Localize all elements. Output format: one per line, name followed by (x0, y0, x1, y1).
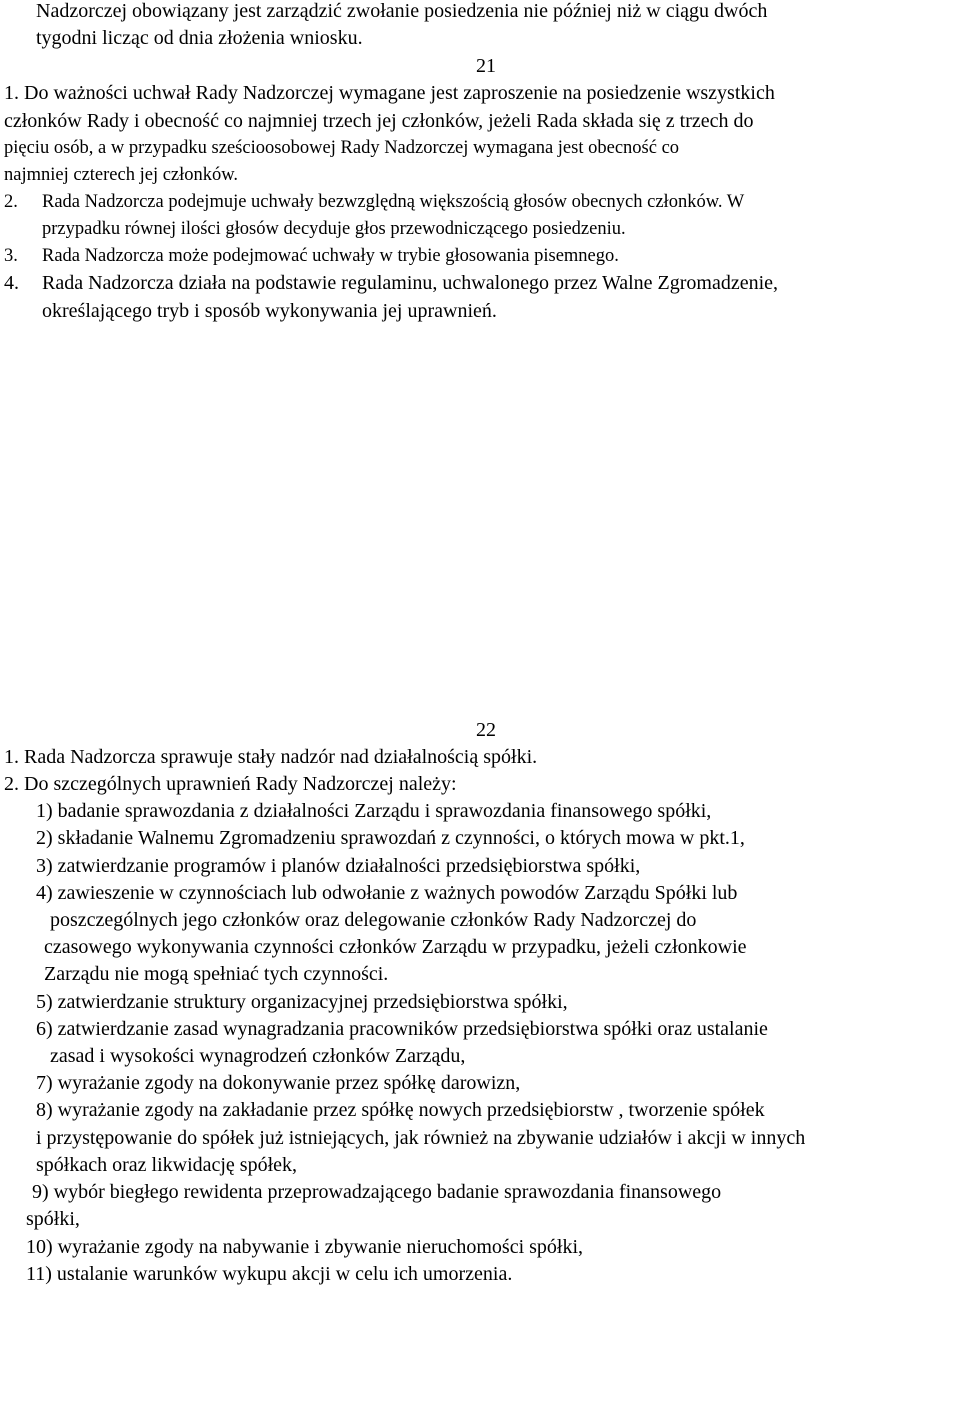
s21-p1-line-1: 1. Do ważności uchwał Rady Nadzorczej wymagane jest zaproszenie na posiedzenie wszystkich (4, 82, 775, 104)
s22-line-10: 5) zatwierdzanie struktury organizacyjnej przedsiębiorstwa spółki, (36, 991, 568, 1013)
s22-line-13: 7) wyrażanie zgody na dokonywanie przez spółkę darowizn, (36, 1072, 521, 1094)
s22-line-2: 2. Do szczególnych uprawnień Rady Nadzorczej należy: (4, 773, 457, 795)
s22-line-4: 2) składanie Walnemu Zgromadzeniu sprawozdań z czynności, o których mowa w pkt.1, (36, 827, 745, 849)
s22-line-18: spółki, (26, 1208, 80, 1230)
intro-line-2: tygodni licząc od dnia złożenia wniosku. (36, 27, 363, 49)
s22-line-7: poszczególnych jego członków oraz delegowanie członków Rady Nadzorczej do (50, 909, 697, 931)
section-22-heading: 22 (476, 719, 496, 741)
intro-line-1: Nadzorczej obowiązany jest zarządzić zwołanie posiedzenia nie później niż w ciągu dwóch (36, 0, 768, 22)
s22-line-17: 9) wybór biegłego rewidenta przeprowadzającego badanie sprawozdania finansowego (32, 1181, 722, 1203)
s22-line-20: 11) ustalanie warunków wykupu akcji w celu ich umorzenia. (26, 1263, 513, 1285)
s22-line-3: 1) badanie sprawozdania z działalności Zarządu i sprawozdania finansowego spółki, (36, 800, 712, 822)
s21-p3-number: 3. (4, 246, 18, 266)
section-21-heading: 21 (476, 55, 496, 77)
s22-line-1: 1. Rada Nadzorcza sprawuje stały nadzór nad działalnością spółki. (4, 746, 538, 768)
s22-line-15: i przystępowanie do spółek już istniejących, jak również na zbywanie udziałów i akcji w innych (36, 1127, 806, 1149)
s21-p1-line-3: pięciu osób, a w przypadku sześcioosobowej Rady Nadzorczej wymagana jest obecność co (4, 138, 680, 158)
s21-p1-line-4: najmniej czterech jej członków. (4, 165, 239, 185)
s22-line-12: zasad i wysokości wynagrodzeń członków Zarządu, (50, 1045, 466, 1067)
s22-line-9: Zarządu nie mogą spełniać tych czynności. (44, 963, 389, 985)
s21-p2-number: 2. (4, 192, 18, 212)
s22-line-5: 3) zatwierdzanie programów i planów działalności przedsiębiorstwa spółki, (36, 855, 641, 877)
s21-p4-line-2: określającego tryb i sposób wykonywania jej uprawnień. (42, 300, 497, 322)
s22-line-11: 6) zatwierdzanie zasad wynagradzania pracowników przedsiębiorstwa spółki oraz ustalanie (36, 1018, 768, 1040)
s21-p3-line-1: Rada Nadzorcza może podejmować uchwały w trybie głosowania pisemnego. (42, 246, 619, 266)
s22-line-19: 10) wyrażanie zgody na nabywanie i zbywanie nieruchomości spółki, (26, 1236, 584, 1258)
s21-p4-line-1: Rada Nadzorcza działa na podstawie regulaminu, uchwalonego przez Walne Zgromadzenie, (42, 272, 779, 294)
s21-p1-line-2: członków Rady i obecność co najmniej trzech jej członków, jeżeli Rada składa się z trzech do (4, 110, 754, 132)
s21-p2-line-1: Rada Nadzorcza podejmuje uchwały bezwzględną większością głosów obecnych członków. W (42, 192, 745, 212)
s22-line-14: 8) wyrażanie zgody na zakładanie przez spółkę nowych przedsiębiorstw , tworzenie spółek (36, 1099, 765, 1121)
s21-p4-number: 4. (4, 272, 19, 294)
s22-line-6: 4) zawieszenie w czynnościach lub odwołanie z ważnych powodów Zarządu Spółki lub (36, 882, 738, 904)
s21-p2-line-2: przypadku równej ilości głosów decyduje głos przewodniczącego posiedzeniu. (42, 219, 626, 239)
s22-line-8: czasowego wykonywania czynności członków Zarządu w przypadku, jeżeli członkowie (44, 936, 747, 958)
s22-line-16: spółkach oraz likwidację spółek, (36, 1154, 298, 1176)
